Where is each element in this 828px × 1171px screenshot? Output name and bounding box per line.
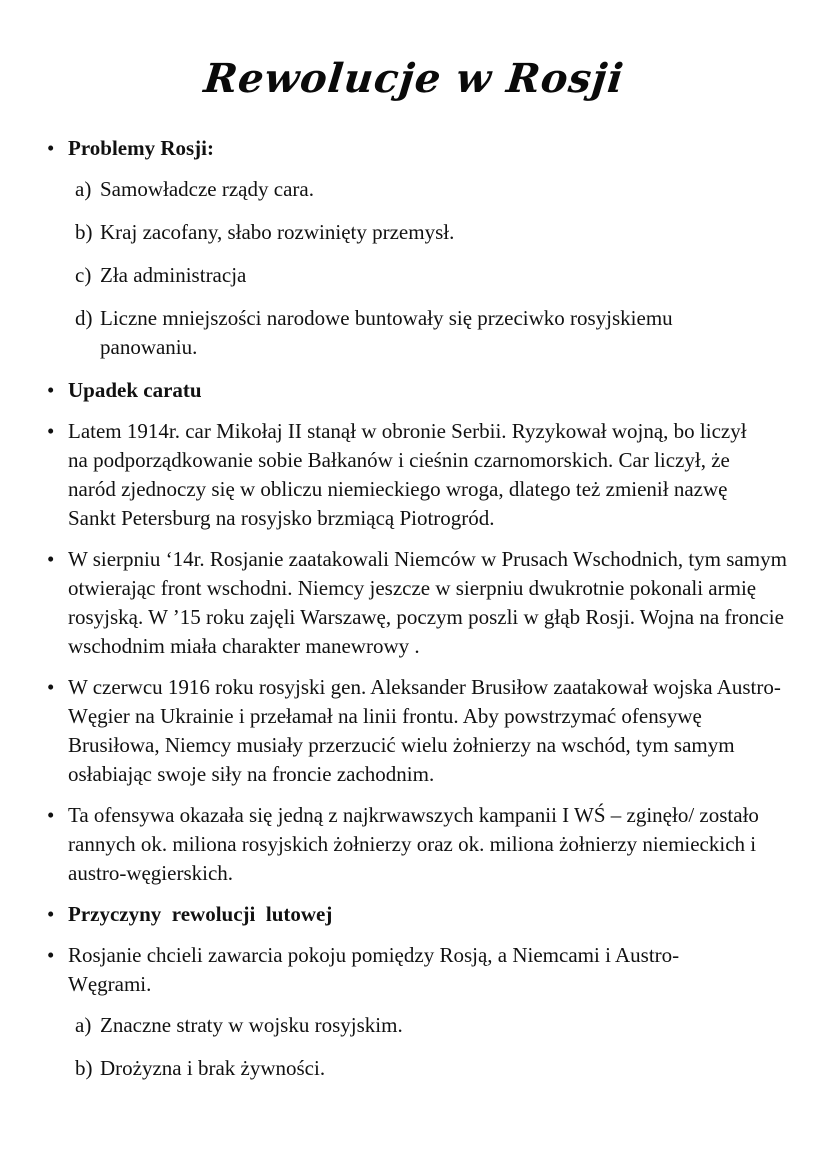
list-marker: b) xyxy=(75,220,93,244)
paragraph-item xyxy=(47,545,787,661)
list-item-text: Samowładcze rządy cara. xyxy=(100,177,314,201)
list-marker: b) xyxy=(75,1056,93,1080)
list-item xyxy=(47,218,787,247)
list-item xyxy=(47,261,787,290)
bullet-icon: • xyxy=(47,675,55,699)
document-body xyxy=(47,134,787,1097)
section-heading-fall xyxy=(47,376,787,405)
paragraph-text: W czerwcu 1916 roku rosyjski gen. Aleksander Brusiłow zaatakował wojska Austro-Węgier na Ukrainie i przełamał na linii frontu. Aby powstrzymać ofensywę Brusiłowa, Niemcy musiały przerzucić wielu żołnierzy na wschód, tym samym osłabiając swoje siły na froncie zachodnim. xyxy=(68,675,781,786)
bullet-icon: • xyxy=(47,136,55,160)
paragraph-item xyxy=(47,673,787,789)
bullet-icon: • xyxy=(47,547,55,571)
list-item-text: Drożyzna i brak żywności. xyxy=(100,1056,326,1080)
heading-text: Upadek caratu xyxy=(68,378,202,402)
list-item xyxy=(47,304,787,362)
list-item-text: Liczne mniejszości narodowe buntowały się przeciwko rosyjskiemu panowaniu. xyxy=(100,306,673,359)
paragraph-item xyxy=(47,801,787,888)
paragraph-text: Latem 1914r. car Mikołaj II stanął w obronie Serbii. Ryzykował wojną, bo liczył na podporządkowanie sobie Bałkanów i cieśnin czarnomorskich. Car liczył, że naród zjednoczy się w obliczu niemieckiego wroga, dlatego też zmienił nazwę Sankt Petersburg na rosyjsko brzmiącą Piotrogród. xyxy=(68,419,747,530)
list-item-text: Kraj zacofany, słabo rozwinięty przemysł. xyxy=(100,220,455,244)
list-item xyxy=(47,1011,787,1040)
paragraph-item xyxy=(47,941,787,999)
list-marker: d) xyxy=(75,306,93,330)
bullet-icon: • xyxy=(47,943,55,967)
heading-text: Problemy Rosji: xyxy=(68,136,215,160)
paragraph-text: Ta ofensywa okazała się jedną z najkrwawszych kampanii I WŚ – zginęło/ zostało rannych ok. miliona rosyjskich żołnierzy oraz ok. miliona żołnierzy niemieckich i austro-węgierskich. xyxy=(68,803,759,885)
paragraph-item xyxy=(47,417,787,533)
bullet-icon: • xyxy=(47,419,55,443)
bullet-icon: • xyxy=(47,378,55,402)
bullet-icon: • xyxy=(47,803,55,827)
section-heading-problems xyxy=(47,134,787,163)
heading-text: Przyczyny rewolucji lutowej xyxy=(68,902,333,926)
list-item-text: Znaczne straty w wojsku rosyjskim. xyxy=(100,1013,403,1037)
page-title: Rewolucje w Rosji xyxy=(201,55,627,102)
list-item xyxy=(47,175,787,204)
list-marker: a) xyxy=(75,177,92,201)
paragraph-text: Rosjanie chcieli zawarcia pokoju pomiędzy Rosją, a Niemcami i Austro-Węgrami. xyxy=(68,943,680,996)
list-item xyxy=(47,1054,787,1083)
bullet-icon: • xyxy=(47,902,55,926)
list-marker: a) xyxy=(75,1013,92,1037)
section-heading-causes xyxy=(47,900,787,929)
list-marker: c) xyxy=(75,263,92,287)
paragraph-text: W sierpniu ‘14r. Rosjanie zaatakowali Niemców w Prusach Wschodnich, tym samym otwierając front wschodni. Niemcy jeszcze w sierpniu dwukrotnie pokonali armię rosyjską. W ’15 roku zajęli Warszawę, poczym poszli w głąb Rosji. Wojna na froncie wschodnim miała charakter manewrowy . xyxy=(68,547,787,658)
list-item-text: Zła administracja xyxy=(100,263,247,287)
